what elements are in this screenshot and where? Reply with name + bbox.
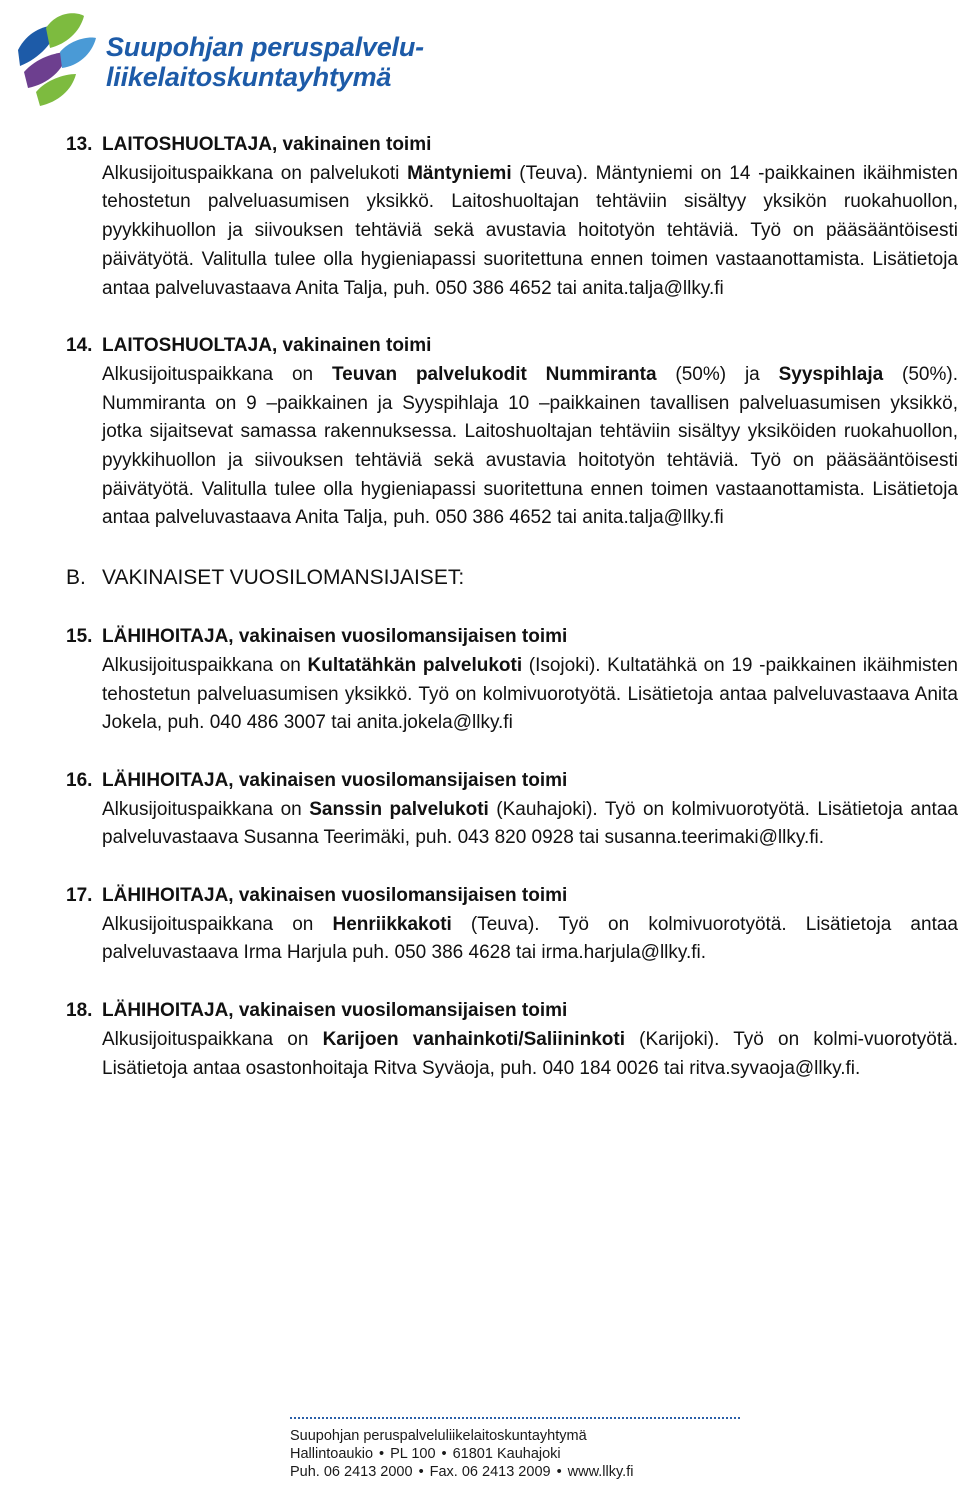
footer-separator: • (418, 1464, 424, 1480)
section-title: LÄHIHOITAJA, vakinaisen vuosilomansijaisen toimi (102, 769, 568, 791)
section-number: 17. (66, 885, 93, 907)
section-b-title: VAKINAISET VUOSILOMANSIJAISET: (102, 566, 465, 590)
section-number: 15. (66, 626, 93, 648)
paragraph-text: (Karijoki). Työ on kolmi-vuorotyötä. Lisätietoja antaa osastonhoitaja Ritva Syväoja, puh. 040 184 0026 tai ritva.syvaoja@llky.fi. (102, 1028, 958, 1079)
section-heading (66, 623, 958, 652)
logo-text-line2: liikelaitoskuntayhtymä (106, 62, 392, 92)
job-section-13 (66, 131, 958, 303)
footer-address (290, 1445, 750, 1463)
logo-text-line1: Suupohjan peruspalvelu- (106, 32, 424, 62)
footer-separator: • (441, 1446, 447, 1462)
job-section-18 (66, 997, 958, 1083)
job-section-17 (66, 882, 958, 968)
paragraph-bold-text: Sanssin palvelukoti (309, 798, 489, 820)
footer-phone: Puh. 06 2413 2000 (290, 1464, 413, 1480)
paragraph-text: Alkusijoituspaikkana on (102, 798, 310, 820)
paragraph-text: (50%) ja (656, 363, 779, 385)
footer-separator: • (379, 1446, 385, 1462)
section-b-number: B. (66, 566, 86, 590)
section-title: LÄHIHOITAJA, vakinaisen vuosilomansijaisen toimi (102, 885, 568, 907)
paragraph-bold-text: Teuvan palvelukodit Nummiranta (331, 363, 657, 385)
footer-address-3: 61801 Kauhajoki (452, 1446, 561, 1462)
section-number: 14. (66, 335, 93, 357)
job-section-15 (66, 623, 958, 738)
section-title: LÄHIHOITAJA, vakinaisen vuosilomansijaisen toimi (102, 1000, 568, 1022)
footer-address-2: PL 100 (390, 1446, 436, 1462)
section-heading (66, 882, 958, 911)
footer-organization: Suupohjan peruspalveluliikelaitoskuntayhtymä (290, 1428, 587, 1444)
section-heading (66, 131, 958, 160)
section-number: 13. (66, 134, 93, 155)
section-heading (66, 997, 958, 1026)
logo-leaf-icon (6, 6, 106, 116)
paragraph-text: (Isojoki). Kultatähkä on 19 -paikkainen ikäihmisten tehostetun palveluasumisen yksikkö. Työ on kolmivuorotyötä. Lisätietoja antaa palveluvastaava Anita Jokela, puh. 040 486 3007 tai anita.jokela@llky.fi (102, 654, 958, 734)
footer-separator: • (556, 1464, 562, 1480)
page-footer (290, 1417, 750, 1481)
footer-contact (290, 1463, 750, 1481)
section-paragraph (102, 796, 958, 853)
document-body (66, 131, 958, 1112)
paragraph-bold-text: Kultatähkän palvelukoti (307, 654, 523, 676)
section-heading (66, 767, 958, 796)
paragraph-bold-text: Karijoen vanhainkoti/Saliininkoti (322, 1028, 625, 1050)
section-title: LAITOSHUOLTAJA, vakinainen toimi (102, 134, 432, 155)
section-paragraph (102, 1026, 958, 1083)
paragraph-text: (Teuva). Mäntyniemi on 14 -paikkainen ikäihmisten tehostetun palveluasumisen yksikkö. Laitoshuoltajan tehtäviin sisältyy yksikön ruokahuollon, pyykkihuollon ja siivouksen tehtäviä sekä avustavia hoitotyön tehtäviä. Työ on pääsääntöisesti päivätyötä. Valitulla tulee olla hygieniapassi suoritettuna ennen toimen vastaanottamista. Lisätietoja antaa palveluvastaava Anita Talja, puh. 050 386 4652 tai anita.talja@llky.fi (102, 162, 958, 299)
paragraph-text: (Teuva). Työ on kolmivuorotyötä. Lisätietoja antaa palveluvastaava Irma Harjula puh. 050 386 4628 tai irma.harjula@llky.fi. (102, 913, 958, 964)
paragraph-text: (50%). Nummiranta on 9 –paikkainen ja Syyspihlaja 10 –paikkainen tavallisen palveluasumisen yksikkö, jotka sijaitsevat samassa rakennuksessa. Laitoshuoltajan tehtäviin sisältyy yksiköiden ruokahuollon, pyykkihuollon ja siivouksen tehtäviä sekä avustavia hoitotyön tehtäviä. Työ on pääsääntöisesti päivätyötä. Valitulla tulee olla hygieniapassi suoritettuna ennen toimen vastaanottamista. Lisätietoja antaa palveluvastaava Anita Talja, puh. 050 386 4652 tai anita.talja@llky.fi (102, 363, 958, 529)
section-title: LÄHIHOITAJA, vakinaisen vuosilomansijaisen toimi (102, 626, 568, 648)
section-paragraph (102, 160, 958, 304)
paragraph-text: Alkusijoituspaikkana on (102, 654, 308, 676)
section-number: 18. (66, 1000, 93, 1022)
footer-address-1: Hallintoaukio (290, 1446, 374, 1462)
paragraph-bold-text: Syyspihlaja (778, 363, 884, 385)
section-b-heading (66, 562, 958, 594)
paragraph-text: Alkusijoituspaikkana on palvelukoti (102, 162, 408, 184)
section-heading (66, 332, 958, 361)
footer-divider (290, 1417, 740, 1419)
paragraph-text: Alkusijoituspaikkana on (102, 363, 332, 385)
footer-fax: Fax. 06 2413 2009 (429, 1464, 551, 1480)
section-paragraph (102, 361, 958, 533)
organization-logo (6, 6, 426, 116)
paragraph-bold-text: Henriikkakoti (332, 913, 452, 935)
job-section-16 (66, 767, 958, 853)
footer-web-link[interactable]: www.llky.fi (567, 1464, 634, 1480)
paragraph-bold-text: Mäntyniemi (407, 162, 512, 184)
paragraph-text: Alkusijoituspaikkana on (102, 1028, 323, 1050)
section-paragraph (102, 652, 958, 738)
section-title: LAITOSHUOLTAJA, vakinainen toimi (102, 335, 432, 357)
section-number: 16. (66, 769, 93, 791)
paragraph-text: (Kauhajoki). Työ on kolmivuorotyötä. Lisätietoja antaa palveluvastaava Susanna Teerimäki, puh. 043 820 0928 tai susanna.teerimaki@llky.fi. (102, 798, 958, 849)
section-paragraph (102, 911, 958, 968)
paragraph-text: Alkusijoituspaikkana on (102, 913, 333, 935)
job-section-14 (66, 332, 958, 533)
